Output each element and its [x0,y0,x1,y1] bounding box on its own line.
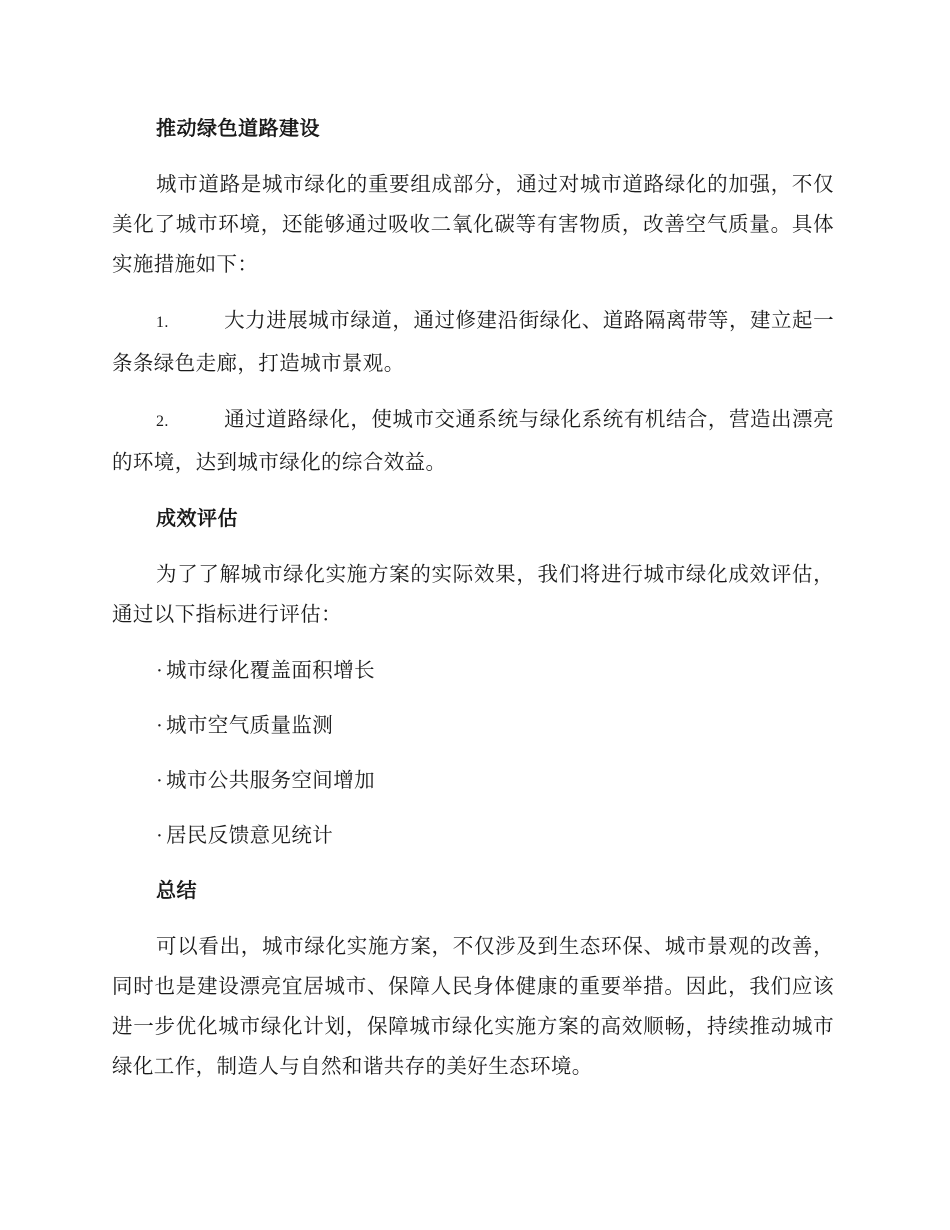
document-page [112,108,834,1102]
bullet-dot: · [156,660,164,682]
bullet-text: 城市绿化覆盖面积增长 [166,658,375,682]
numbered-item-2 [112,399,834,482]
item-text: 通过道路绿化，使城市交通系统与绿化系统有机结合，营造出漂亮的环境，达到城市绿化的综合效益。 [112,407,834,474]
numbered-item-1 [112,300,834,383]
bullet-text: 城市公共服务空间增加 [166,768,375,792]
bullet-item [112,705,834,746]
bullet-dot: · [156,715,164,737]
bullet-item [112,815,834,856]
bullet-text: 居民反馈意见统计 [166,823,334,847]
section-heading-summary: 总结 [156,878,197,902]
bullet-dot: · [156,825,164,847]
item-number: 2. [156,413,169,430]
bullet-dot: · [156,770,164,792]
bullet-item [112,650,834,691]
section-heading-evaluation: 成效评估 [156,506,238,530]
bullet-text: 城市空气质量监测 [166,713,334,737]
bullet-item [112,760,834,801]
paragraph-green-roads-intro: 城市道路是城市绿化的重要组成部分，通过对城市道路绿化的加强，不仅美化了城市环境，还能够通过吸收二氧化碳等有害物质，改善空气质量。具体实施措施如下： [112,172,834,276]
paragraph-evaluation-intro: 为了了解城市绿化实施方案的实际效果，我们将进行城市绿化成效评估，通过以下指标进行评估： [112,562,834,626]
item-text: 大力进展城市绿道，通过修建沿街绿化、道路隔离带等，建立起一条条绿色走廊，打造城市景观。 [112,308,834,375]
paragraph-summary: 可以看出，城市绿化实施方案，不仅涉及到生态环保、城市景观的改善，同时也是建设漂亮宜居城市、保障人民身体健康的重要举措。因此，我们应该进一步优化城市绿化计划，保障城市绿化实施方案的高效顺畅，持续推动城市绿化工作，制造人与自然和谐共存的美好生态环境。 [112,934,834,1078]
section-heading-green-roads: 推动绿色道路建设 [156,116,320,140]
item-number: 1. [156,314,169,331]
